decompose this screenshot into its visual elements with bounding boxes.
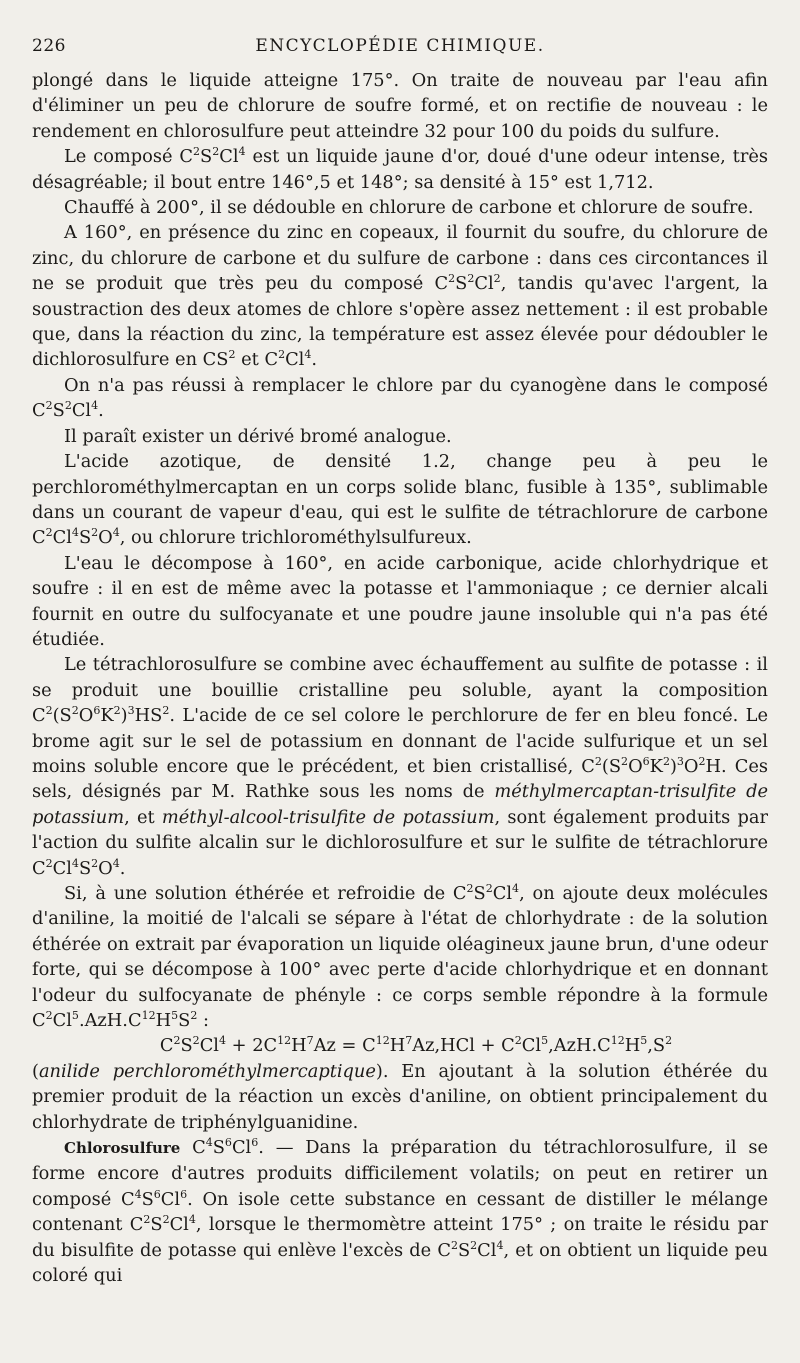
paragraph-9: Le tétrachlorosulfure se combine avec échauffement au sulfite de potasse : il se produit une bouillie cristalline peu soluble, ayant la composition $C^2(S^2O^6K^2)^3HS^2$. L'acide de ce sel colore le perchlorure de fer en bleu foncé. Le brome agit sur le sel de potassium en donnant de l'acide sulfurique et un sel moins soluble encore que le précédent, et bien cristallisé, $C^2(S^2O^6K^2)^3O^2H$. Ces sels, désignés par M. Rathke sous les noms de méthylmercaptan-trisulfite de potassium, et méthyl-alcool-trisulfite de potassium, sont également produits par l'action du sulfite alcalin sur le dichlorosulfure et sur le sulfite de tétrachlorure $C^2Cl^4S^2O^4$. [32, 654, 768, 879]
paragraph-4: A 160°, en présence du zinc en copeaux, il fournit du soufre, du chlorure de zinc, du chlorure de carbone et du sulfure de carbone : dans ces circontances il ne se produit que très peu du composé $C^2S^2Cl^2$, tandis qu'avec l'argent, la soustraction des deux atomes de chlore s'opère assez nettement : il est probable que, dans la réaction du zinc, la température est assez élevée pour dédoubler le dichlorosulfure en $CS^2$ et $C^2Cl^4$. [32, 222, 768, 371]
paragraph-7: L'acide azotique, de densité 1.2, change peu à peu le perchlorométhylmercaptan en un corps solide blanc, fusible à 135°, sublimable dans un courant de vapeur d'eau, qui est le sulfite de tétrachlorure de carbone $C^2Cl^4S^2O^4$, ou chlorure trichlorométhylsulfureux. [32, 451, 768, 549]
page-header [32, 36, 768, 60]
paragraph-10: Si, à une solution éthérée et refroidie de $C^2S^2Cl^4$, on ajoute deux molécules d'aniline, la moitié de l'alcali se sépare à l'état de chlorhydrate : de la solution éthérée on extrait par évaporation un liquide oléagineux jaune brun, d'une odeur forte, qui se décompose à 100° avec perte d'acide chlorhydrique et en donnant l'odeur du sulfocyanate de phényle : ce corps semble répondre à la formule $C^2Cl^5.AzH.C^{12}H^5S^2$ : [32, 882, 768, 1032]
paragraph-11: (anilide perchlorométhylmercaptique). En ajoutant à la solution éthérée du premier produit de la réaction un excès d'aniline, on obtient principalement du chlorhydrate de triphénylguanidine. [32, 1060, 768, 1133]
paragraph-2: Le composé $C^2S^2Cl^4$ est un liquide jaune d'or, doué d'une odeur intense, très désagréable; il bout entre 146°,5 et 148°; sa densité à 15° est 1,712. [32, 145, 768, 193]
paragraph-1: plongé dans le liquide atteigne 175°. On traite de nouveau par l'eau afin d'éliminer un peu de chlorure de soufre formé, et on rectifie de nouveau : le rendement en chlorosulfure peut atteindre 32 pour 100 du poids du sulfure. [32, 70, 768, 142]
paragraph-5: On n'a pas réussi à remplacer le chlore par du cyanogène dans le composé $C^2S^2Cl^4$. [32, 374, 768, 422]
page-number: 226 [32, 36, 66, 56]
paragraph-3: Chauffé à 200°, il se dédouble en chlorure de carbone et chlorure de soufre. [64, 197, 754, 219]
paragraph-6: Il paraît exister un dérivé bromé analogue. [64, 425, 452, 447]
chemical-equation: $C^2S^2Cl^4 + 2C^{12}H^7Az = C^{12}H^7Az,HCl + C^2Cl^5,AzH.C^{12}H^5,S^2$ [159, 1034, 673, 1057]
body-text [32, 68, 768, 1289]
paragraph-8: L'eau le décompose à 160°, en acide carbonique, acide chlorhydrique et soufre : il en est de même avec la potasse et l'ammoniaque ; ce dernier alcali fournit en outre du sulfocyanate et une poudre jaune insoluble qui n'a pas été étudiée. [32, 552, 768, 650]
running-head: ENCYCLOPÉDIE CHIMIQUE. [255, 36, 545, 56]
section-chlorosulfure: Chlorosulfure $C^4S^6Cl^6$. — Dans la préparation du tétrachlorosulfure, il se forme encore d'autres produits difficilement volatils; on peut en retirer un composé $C^4S^6Cl^6$. On isole cette substance en cessant de distiller le mélange contenant $C^2S^2Cl^4$, lorsque le thermomètre atteint 175° ; on traite le résidu par du bisulfite de potasse qui enlève l'excès de $C^2S^2Cl^4$, et on obtient un liquide peu coloré qui [32, 1136, 768, 1287]
section-label: Chlorosulfure [64, 1139, 181, 1158]
